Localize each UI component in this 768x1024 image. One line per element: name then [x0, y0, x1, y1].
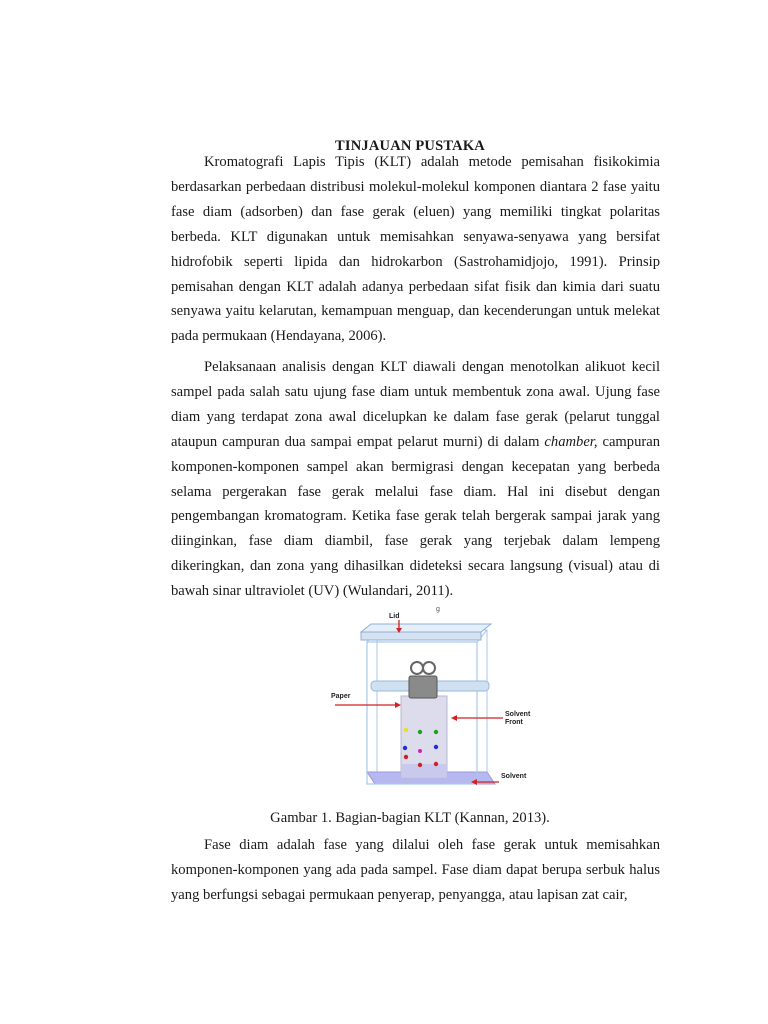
spot-red-2	[418, 763, 422, 767]
spot-green-2	[434, 730, 438, 734]
paragraph-2-italic: chamber,	[544, 433, 598, 450]
spot-yellow	[404, 728, 408, 732]
klt-chamber-figure	[331, 606, 541, 802]
figure-caption: Gambar 1. Bagian-bagian KLT (Kannan, 2013).	[270, 810, 550, 826]
paragraph-1	[171, 150, 660, 349]
clip-handle-right	[423, 662, 435, 674]
paragraph-1-text: Kromatografi Lapis Tipis (KLT) adalah metode pemisahan fisikokimia berdasarkan perbedaan distribusi molekul-molekul komponen diantara 2 fase yaitu fase diam (adsorben) dan fase gerak (eluen) yang memiliki tingkat polaritas berbeda. KLT digunakan untuk memisahkan senyawa-senyawa yang bersifat hidrofobik seperti lipida dan hidrokarbon (Sastrohamidjojo, 1991). Prinsip pemisahan dengan KLT adalah adanya perbedaan sifat fisik dan kimia dari suatu senyawa yaitu kelarutan, kemampuan menguap, dan kecenderungan untuk melekat pada permukaan (Hendayana, 2006).	[171, 154, 660, 345]
spot-green-1	[418, 730, 422, 734]
paper-wet-zone	[401, 764, 447, 778]
spot-blue-2	[434, 745, 438, 749]
solvent-front-label-2: Front	[505, 719, 523, 726]
chamber-lid	[361, 632, 481, 640]
solvent-label: Solvent	[501, 773, 527, 780]
spot-magenta	[418, 749, 422, 753]
paragraph-3	[171, 833, 660, 908]
lid-label: Lid	[389, 613, 400, 620]
figure-stray-mark: g	[436, 606, 440, 613]
solvent-front-label-1: Solvent	[505, 711, 531, 718]
spot-blue-1	[403, 746, 407, 750]
paragraph-3-text: Fase diam adalah fase yang dilalui oleh fase gerak untuk memisahkan komponen-komponen yang ada pada sampel. Fase diam dapat berupa serbuk halus yang berfungsi sebagai permukaan penyerap, penyangga, atau lapisan zat cair,	[171, 837, 660, 903]
paper-label: Paper	[331, 693, 351, 700]
clip-handle-left	[411, 662, 423, 674]
chamber-lid-top	[361, 624, 491, 632]
solvent-front-arrow-head	[451, 715, 457, 721]
spot-red-3	[434, 762, 438, 766]
paragraph-2-text-a: Pelaksanaan analisis dengan KLT diawali dengan menotolkan alikuot kecil sampel pada salah satu ujung fase diam untuk membentuk zona awal. Ujung fase diam yang terdapat zona awal dicelupkan ke dalam fase gerak (pelarut tunggal ataupun campuran dua sampai empat pelarut murni) di dalam	[171, 359, 660, 450]
spot-red-1	[404, 755, 408, 759]
paragraph-2	[171, 355, 660, 604]
section-heading: TINJAUAN PUSTAKA	[335, 138, 485, 154]
klt-chamber-diagram	[331, 606, 541, 802]
binder-clip	[409, 676, 437, 698]
paragraph-2-text-b: campuran komponen-komponen sampel akan bermigrasi dengan kecepatan yang berbeda selama pergerakan fase gerak melalui fase diam. Hal ini disebut dengan pengembangan kromatogram. Ketika fase gerak telah bergerak sampai jarak yang diinginkan, fase diam diambil, fase gerak yang terjebak dalam lempeng dikeringkan, dan zona yang dihasilkan dideteksi secara langsung (visual) atau di bawah sinar ultraviolet (UV) (Wulandari, 2011).	[171, 433, 660, 600]
paper-arrow-head	[395, 702, 401, 708]
